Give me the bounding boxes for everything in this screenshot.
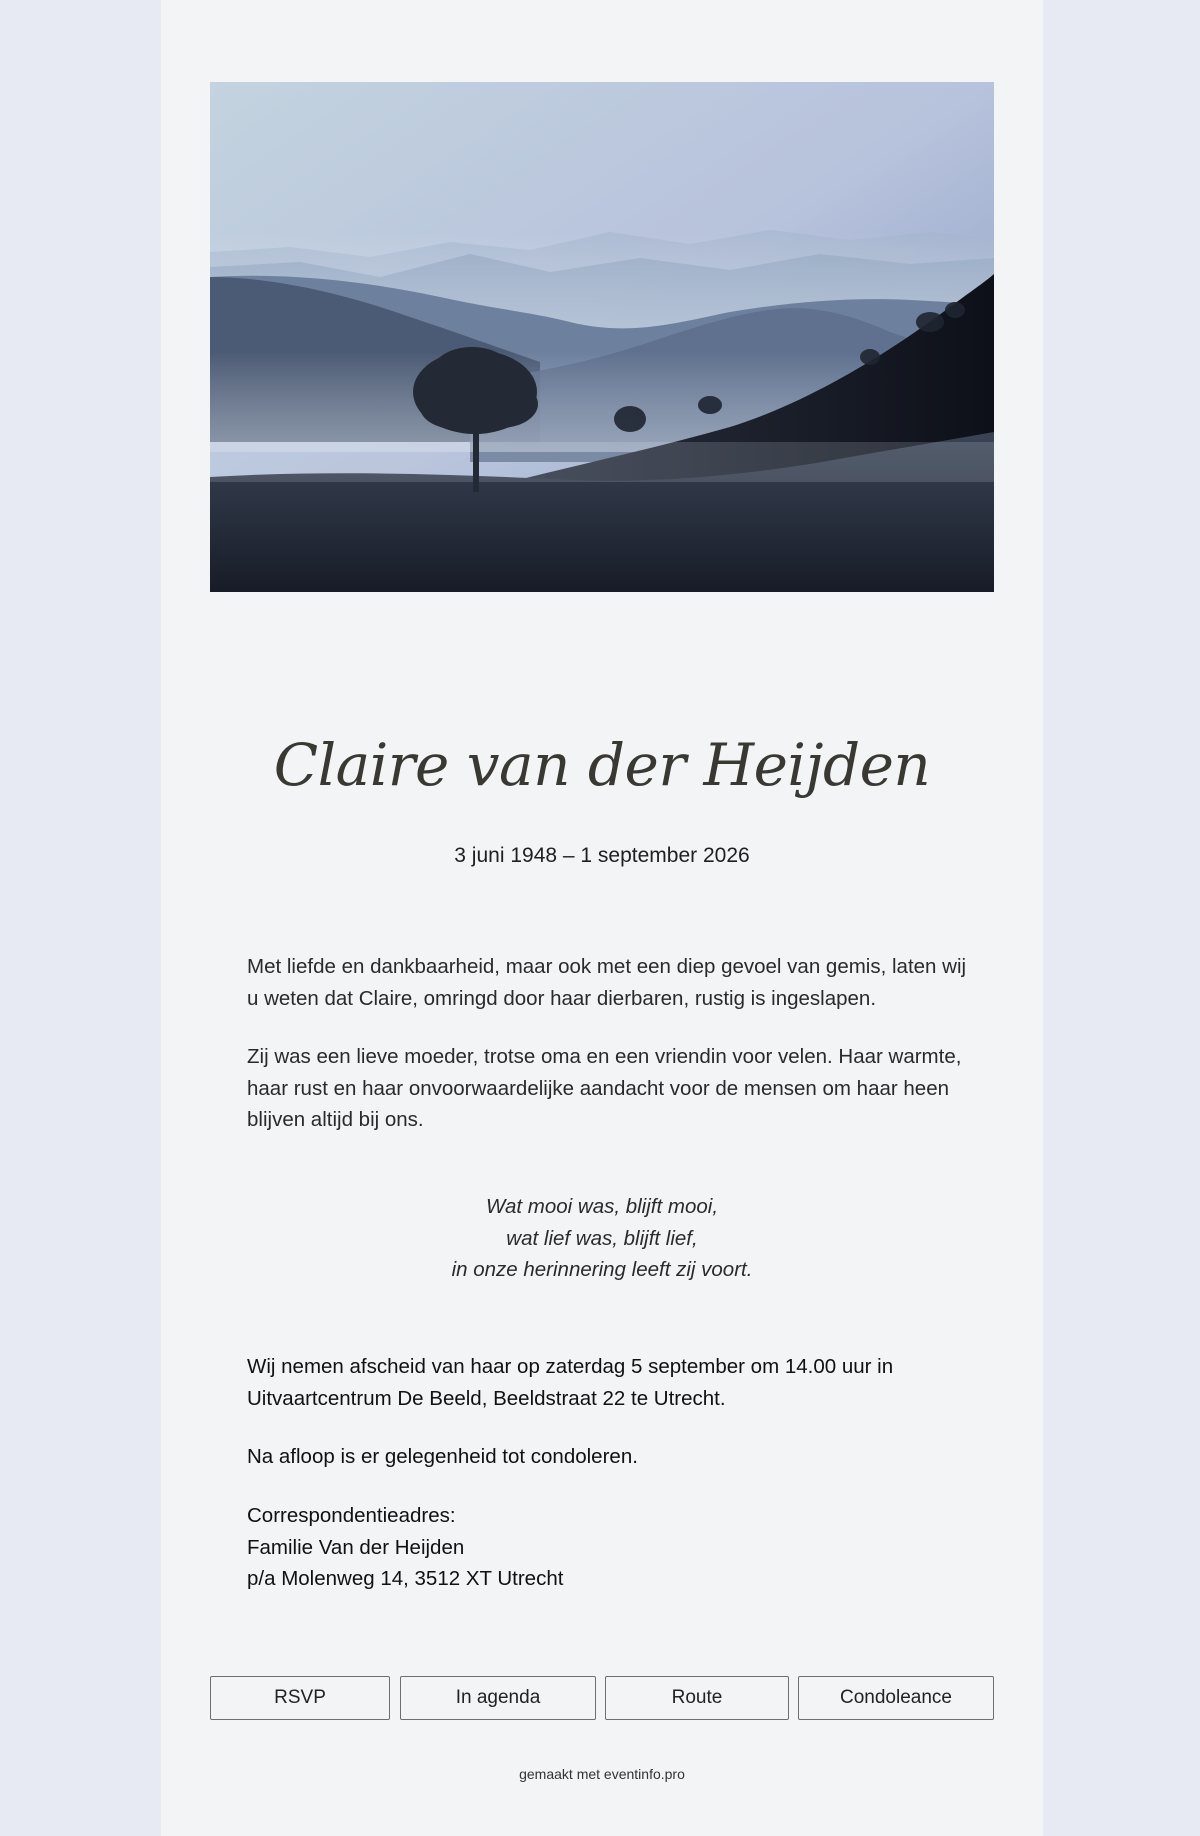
invitation-card	[161, 0, 1043, 1836]
action-buttons	[210, 1676, 994, 1722]
hero-image	[210, 82, 994, 592]
poem-line: in onze herinnering leeft zij voort.	[451, 1258, 753, 1281]
condoleance-button[interactable]: Condoleance	[798, 1676, 994, 1720]
rsvp-button[interactable]: RSVP	[210, 1676, 390, 1720]
route-button[interactable]: Route	[605, 1676, 789, 1720]
tribute-paragraph	[247, 1041, 967, 1136]
landscape-illustration	[210, 82, 994, 592]
poem	[161, 1191, 1043, 1286]
condolence-note	[247, 1441, 967, 1473]
announcement-paragraph	[247, 951, 967, 1014]
paragraph-text: Met liefde en dankbaarheid, maar ook met een diep gevoel van gemis, laten wij u weten dat Claire, omringd door haar dierbaren, rustig is ingeslapen.	[247, 955, 967, 1010]
poem-line: wat lief was, blijft lief,	[506, 1226, 698, 1250]
correspondence-address	[247, 1500, 967, 1595]
correspondence-street: p/a Molenweg 14, 3512 XT Utrecht	[247, 1567, 564, 1590]
paragraph-text: Zij was een lieve moeder, trotse oma en een vriendin voor velen. Haar warmte, haar rust en haar onvoorwaardelijke aandacht voor de mensen om haar heen blijven altijd bij ons.	[247, 1045, 962, 1131]
add-to-agenda-button[interactable]: In agenda	[400, 1676, 596, 1720]
poem-line: Wat mooi was, blijft mooi,	[485, 1195, 719, 1218]
footer-credit[interactable]: gemaakt met eventinfo.pro	[519, 1766, 685, 1782]
ceremony-details	[247, 1351, 967, 1414]
correspondence-family: Familie Van der Heijden	[247, 1535, 465, 1559]
paragraph-text: Na afloop is er gelegenheid tot condoleren.	[247, 1445, 638, 1468]
paragraph-text: Wij nemen afscheid van haar op zaterdag 5 september om 14.00 uur in Uitvaartcentrum De Beeld, Beeldstraat 22 te Utrecht.	[247, 1355, 894, 1410]
deceased-name: Claire van der Heijden	[273, 731, 931, 799]
correspondence-label: Correspondentieadres:	[247, 1504, 456, 1527]
life-dates: 3 juni 1948 – 1 september 2026	[454, 844, 750, 867]
